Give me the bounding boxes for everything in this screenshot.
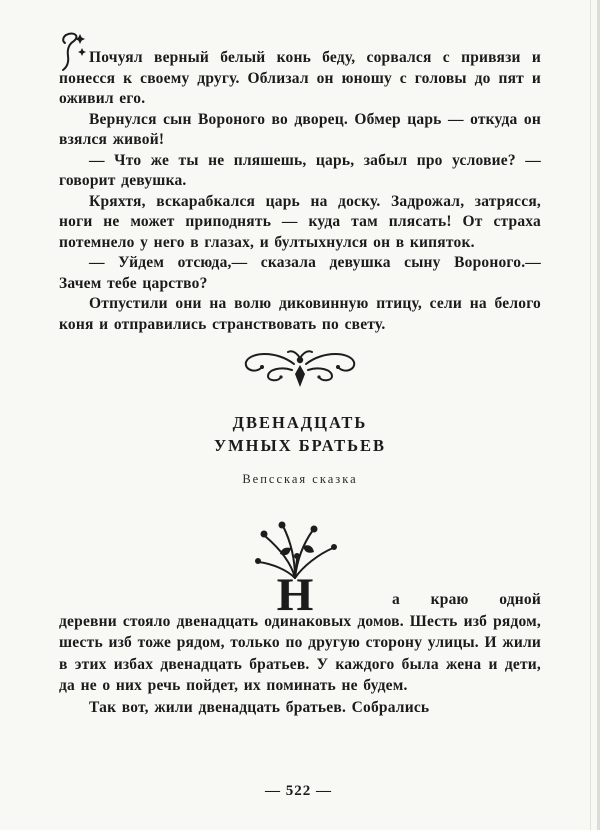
text-column: [59, 48, 541, 718]
story-paragraph: Вернулся сын Вороного во дворец. Обмер царь — откуда он взялся живой!: [59, 110, 541, 148]
page-number: — 522 —: [265, 783, 332, 799]
drop-cap-letter: Н: [276, 569, 314, 622]
section-divider-ornament-icon: [59, 343, 541, 391]
story-paragraph: Кряхтя, вскарабкался царь на доску. Задрожал, затрясся, ноги не может приподнять — куда там плясать! От страха потемнело у него в глазах, и бултыхнулся он в кипяток.: [59, 192, 541, 251]
story-paragraph: а краю одной деревни стояло двенадцать одинаковых домов. Шесть изб рядом, шесть изб тоже рядом, только по другую сторону улицы. И жили в этих избах двенадцать братьев. У каждого была жена и дети, да не о них речь пойдет, их поминать не будем.: [59, 591, 541, 694]
story-subtitle: Вепсская сказка: [242, 472, 358, 486]
story-body: [59, 569, 541, 718]
story-title-line1: ДВЕНАДЦАТЬ: [232, 413, 368, 432]
story-title: [59, 411, 541, 457]
story-paragraph: Так вот, жили двенадцать братьев. Собрались: [89, 698, 430, 716]
initial-art-block: [230, 518, 360, 622]
story-title-line2: УМНЫХ БРАТЬЕВ: [213, 436, 387, 455]
ornamental-initial: [59, 569, 362, 622]
story-paragraph: — Уйдем отсюда,— сказала девушка сыну Вороного.— Зачем тебе царство?: [59, 254, 541, 292]
story-paragraph: Почуял верный белый конь беду, сорвался с привязи и понесся к своему другу. Облизал он юношу с головы до пят и оживил его.: [59, 49, 541, 107]
story-paragraph: Отпустили они на волю диковинную птицу, сели на белого коня и отправились странствовать по свету.: [59, 295, 541, 333]
story-paragraph: — Что же ты не пляшешь, царь, забыл про условие? — говорит девушка.: [59, 151, 541, 189]
